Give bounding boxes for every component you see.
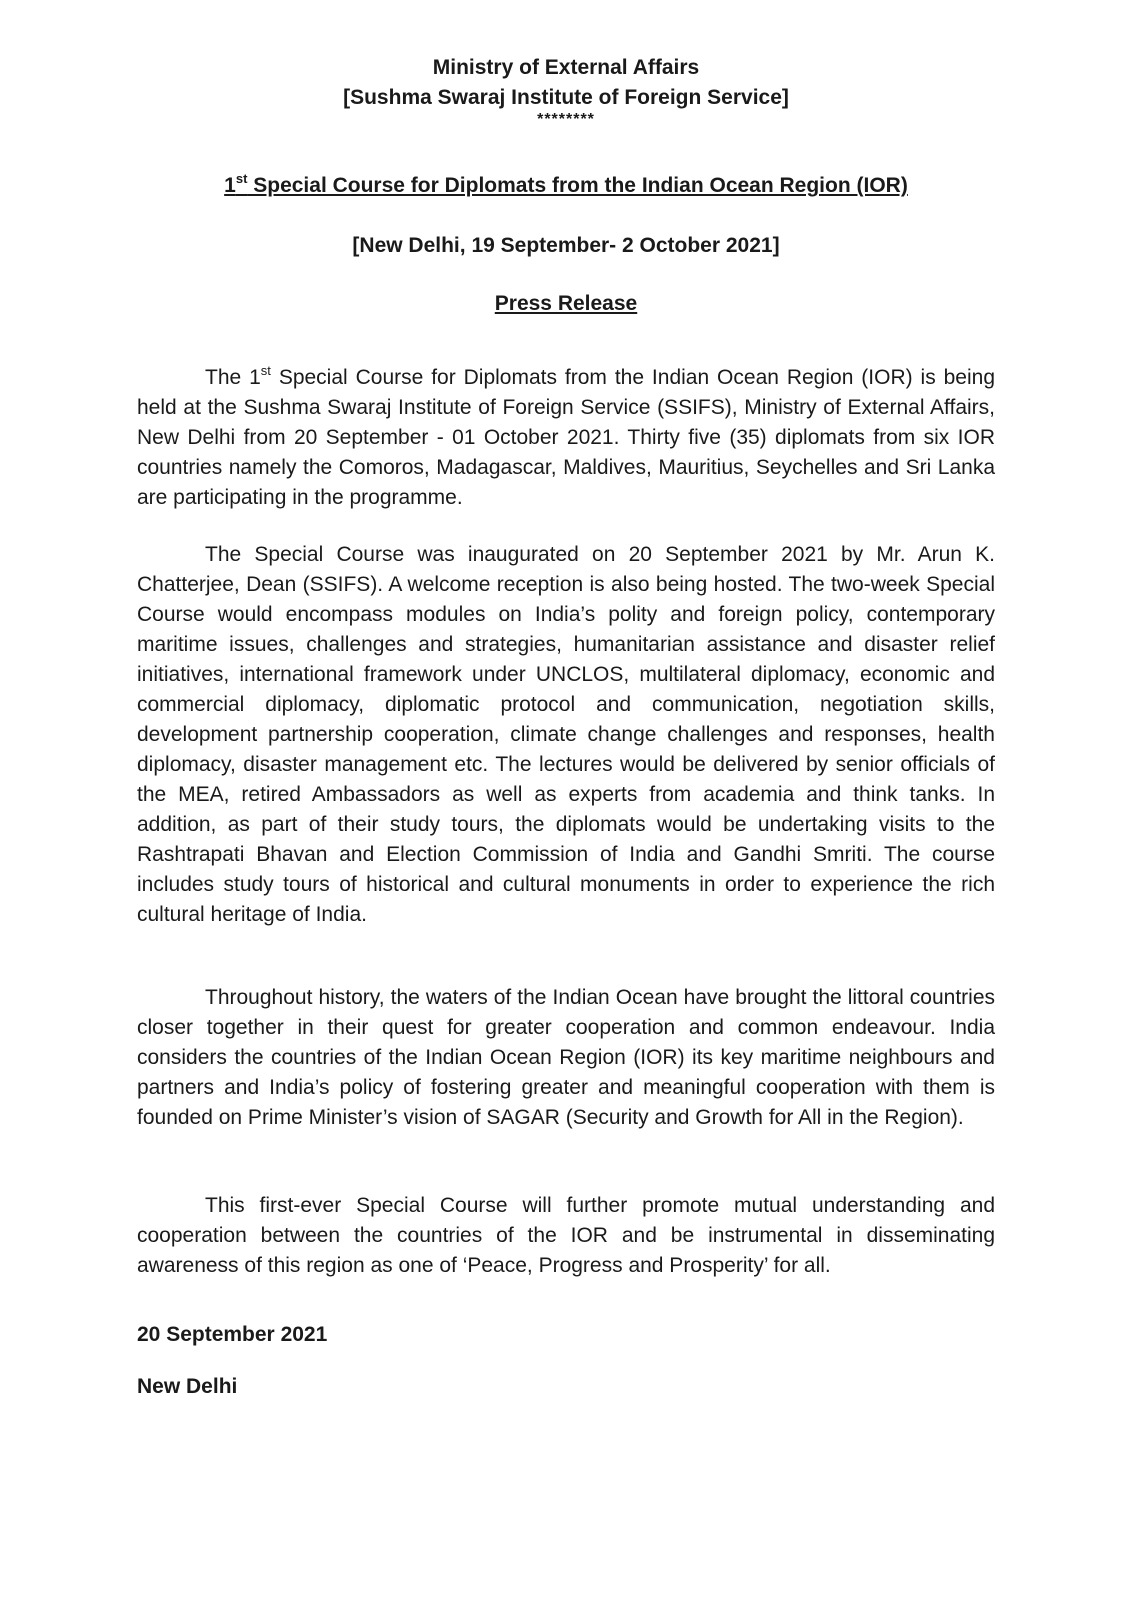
- paragraph-4: [137, 1191, 995, 1281]
- release-date: 20 September 2021: [137, 1323, 328, 1346]
- document-type: Press Release: [494, 292, 638, 315]
- paragraph-4-text: This first-ever Special Course will further promote mutual understanding and cooperation between the countries of the IOR and be instrumental in disseminating awareness of this region as one of ‘Peace, Progress and Prosperity’ for all.: [137, 1194, 995, 1277]
- course-title-text: Special Course for Diplomats from the Indian Ocean Region (IOR): [247, 174, 908, 197]
- paragraph-2-text: The Special Course was inaugurated on 20 September 2021 by Mr. Arun K. Chatterjee, Dean (SSIFS). A welcome reception is also being hosted. The two-week Special Course would encompass modules on India’s polity and foreign policy, contemporary maritime issues, challenges and strategies, humanitarian assistance and disaster relief initiatives, international framework under UNCLOS, multilateral diplomacy, economic and commercial diplomacy, diplomatic protocol and communication, negotiation skills, development partnership cooperation, climate change challenges and responses, health diplomacy, disaster management etc. The lectures would be delivered by senior officials of the MEA, retired Ambassadors as well as experts from academia and think tanks. In addition, as part of their study tours, the diplomats would be undertaking visits to the Rashtrapati Bhavan and Election Commission of India and Gandhi Smriti. The course includes study tours of historical and cultural monuments in order to experience the rich cultural heritage of India.: [137, 543, 995, 926]
- dateline: [New Delhi, 19 September- 2 October 2021]: [352, 234, 780, 257]
- paragraph-1-start: The 1: [205, 366, 261, 389]
- course-title-ordinal-suffix: st: [235, 171, 248, 186]
- release-place: New Delhi: [137, 1375, 238, 1398]
- ministry-heading: Ministry of External Affairs: [432, 56, 700, 79]
- separator: ********: [537, 111, 595, 128]
- paragraph-1: [137, 363, 995, 513]
- paragraph-2: [137, 540, 995, 930]
- paragraph-1-ordinal-suffix: st: [260, 363, 271, 378]
- institute-heading: [Sushma Swaraj Institute of Foreign Service]: [343, 86, 789, 109]
- paragraph-3-text: Throughout history, the waters of the Indian Ocean have brought the littoral countries closer together in their quest for greater cooperation and common endeavour. India considers the countries of the Indian Ocean Region (IOR) its key maritime neighbours and partners and India’s policy of fostering greater and meaningful cooperation with them is founded on Prime Minister’s vision of SAGAR (Security and Growth for All in the Region).: [137, 986, 995, 1129]
- course-title: [0, 172, 1132, 200]
- course-title-ordinal: 1: [224, 174, 236, 197]
- paragraph-3: [137, 983, 995, 1133]
- paragraph-1-rest: Special Course for Diplomats from the Indian Ocean Region (IOR) is being held at the Sushma Swaraj Institute of Foreign Service (SSIFS), Ministry of External Affairs, New Delhi from 20 September - 01 October 2021. Thirty five (35) diplomats from six IOR countries namely the Comoros, Madagascar, Maldives, Mauritius, Seychelles and Sri Lanka are participating in the programme.: [137, 366, 995, 509]
